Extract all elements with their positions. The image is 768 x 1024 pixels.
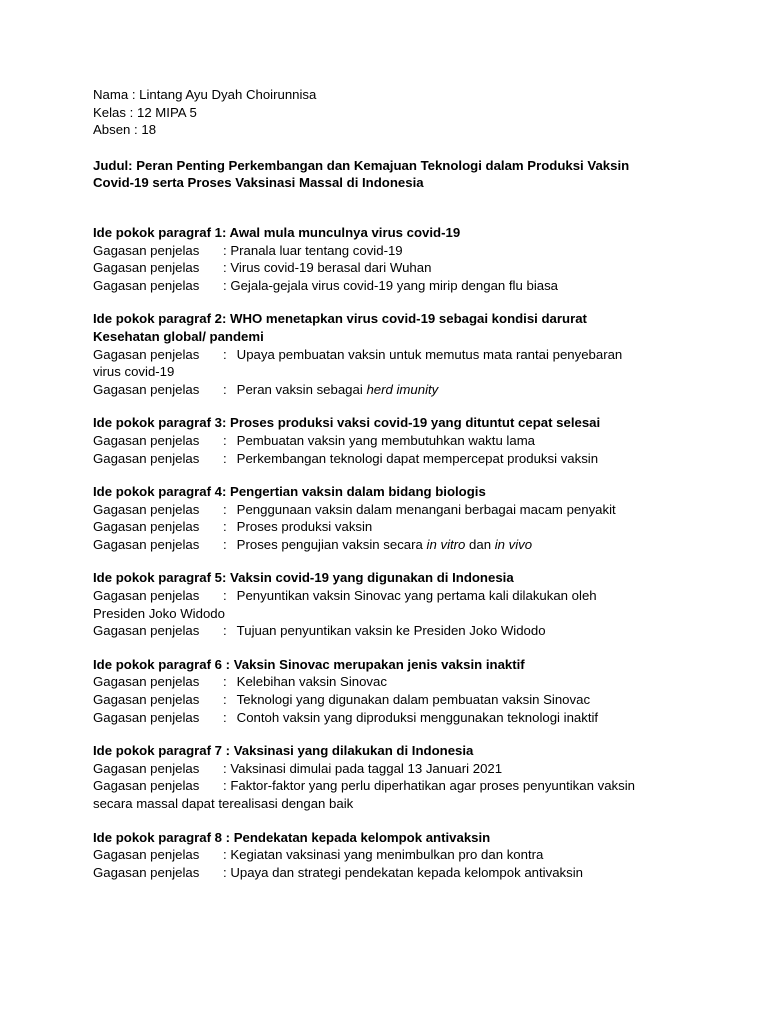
supporting-idea: Gagasan penjelas : Upaya pembuatan vaksin untuk memutus mata rantai penyebaran [93, 346, 623, 362]
supporting-text: Contoh vaksin yang diproduksi menggunakan teknologi inaktif [236, 709, 599, 725]
document-body [93, 86, 693, 881]
supporting-idea: Gagasan penjelas : Teknologi yang digunakan dalam pembuatan vaksin Sinovac [93, 692, 591, 708]
paragraph-2-title: Ide pokok paragraf 2: WHO menetapkan virus covid-19 sebagai kondisi darurat [93, 311, 587, 327]
supporting-idea: Gagasan penjelas : Vaksinasi dimulai pada taggal 13 Januari 2021 [93, 760, 503, 776]
paragraph-5-title: Ide pokok paragraf 5: Vaksin covid-19 yang digunakan di Indonesia [93, 570, 514, 586]
paragraph-7-title: Ide pokok paragraf 7 : Vaksinasi yang dilakukan di Indonesia [93, 743, 474, 759]
paragraph-8-title: Ide pokok paragraf 8 : Pendekatan kepada kelompok antivaksin [93, 829, 491, 845]
paragraph-7 [93, 742, 693, 812]
supporting-label: Gagasan penjelas [93, 709, 200, 725]
supporting-text: Tujuan penyuntikan vaksin ke Presiden Joko Widodo [236, 623, 546, 639]
supporting-label: Gagasan penjelas [93, 588, 200, 604]
supporting-idea: Gagasan penjelas : Contoh vaksin yang diproduksi menggunakan teknologi inaktif [93, 709, 599, 725]
supporting-idea: Gagasan penjelas : Perkembangan teknologi dapat mempercepat produksi vaksin [93, 450, 599, 466]
student-number: Absen : 18 [93, 122, 157, 138]
supporting-text-cont: Presiden Joko Widodo [93, 605, 225, 621]
supporting-text: Proses produksi vaksin [236, 519, 373, 535]
supporting-text: Upaya dan strategi pendekatan kepada kelompok antivaksin [230, 864, 583, 880]
supporting-text: Gejala-gejala virus covid-19 yang mirip dengan flu biasa [230, 277, 559, 293]
paragraph-3-title: Ide pokok paragraf 3: Proses produksi vaksi covid-19 yang dituntut cepat selesai [93, 415, 601, 431]
supporting-text: Perkembangan teknologi dapat mempercepat produksi vaksin [236, 450, 599, 466]
supporting-idea: Gagasan penjelas : Faktor-faktor yang perlu diperhatikan agar proses penyuntikan vaksin [93, 778, 635, 794]
supporting-label: Gagasan penjelas [93, 760, 200, 776]
supporting-label: Gagasan penjelas [93, 260, 200, 276]
supporting-label: Gagasan penjelas [93, 346, 200, 362]
supporting-label: Gagasan penjelas [93, 432, 200, 448]
paragraph-1 [93, 224, 693, 294]
supporting-idea: Gagasan penjelas : Tujuan penyuntikan vaksin ke Presiden Joko Widodo [93, 623, 546, 639]
supporting-idea: Gagasan penjelas : Upaya dan strategi pendekatan kepada kelompok antivaksin [93, 864, 583, 880]
supporting-label: Gagasan penjelas [93, 692, 200, 708]
supporting-label: Gagasan penjelas [93, 277, 200, 293]
supporting-label: Gagasan penjelas [93, 242, 200, 258]
paragraph-5 [93, 569, 693, 639]
supporting-idea: Gagasan penjelas : Proses produksi vaksin [93, 519, 373, 535]
supporting-idea: Gagasan penjelas : Pembuatan vaksin yang membutuhkan waktu lama [93, 432, 536, 448]
supporting-text-italic: herd imunity [366, 381, 439, 397]
supporting-label: Gagasan penjelas [93, 501, 200, 517]
supporting-text: Pranala luar tentang covid-19 [230, 242, 403, 258]
supporting-text-italic: in vivo [494, 536, 533, 552]
supporting-text: Faktor-faktor yang perlu diperhatikan agar proses penyuntikan vaksin [230, 778, 635, 794]
supporting-text: Penyuntikan vaksin Sinovac yang pertama kali dilakukan oleh [236, 588, 597, 604]
paragraph-6 [93, 656, 693, 726]
supporting-idea: Gagasan penjelas : Kegiatan vaksinasi yang menimbulkan pro dan kontra [93, 847, 544, 863]
supporting-text-cont: secara massal dapat terealisasi dengan baik [93, 796, 354, 811]
supporting-idea: Gagasan penjelas : Penggunaan vaksin dalam menangani berbagai macam penyakit [93, 501, 616, 517]
supporting-text: Peran vaksin sebagai [236, 381, 367, 397]
supporting-idea: Gagasan penjelas : Penyuntikan vaksin Sinovac yang pertama kali dilakukan oleh [93, 588, 597, 604]
title-line-1: Judul: Peran Penting Perkembangan dan Kemajuan Teknologi dalam Produksi Vaksin [93, 157, 630, 173]
paragraph-4-title: Ide pokok paragraf 4: Pengertian vaksin dalam bidang biologis [93, 484, 486, 500]
supporting-text: Kegiatan vaksinasi yang menimbulkan pro dan kontra [230, 847, 544, 863]
supporting-label: Gagasan penjelas [93, 381, 200, 397]
supporting-text: Kelebihan vaksin Sinovac [236, 674, 387, 690]
student-class: Kelas : 12 MIPA 5 [93, 104, 197, 120]
supporting-text: Proses pengujian vaksin secara [236, 536, 427, 552]
supporting-label: Gagasan penjelas [93, 847, 200, 863]
supporting-text: Vaksinasi dimulai pada taggal 13 Januari 2021 [230, 760, 503, 776]
supporting-text-italic: in vitro [426, 536, 466, 552]
student-name: Nama : Lintang Ayu Dyah Choirunnisa [93, 87, 317, 102]
paragraph-3 [93, 414, 693, 467]
supporting-label: Gagasan penjelas [93, 623, 200, 639]
paragraph-1-title: Ide pokok paragraf 1: Awal mula munculnya virus covid-19 [93, 224, 461, 240]
supporting-idea: Gagasan penjelas : Kelebihan vaksin Sinovac [93, 674, 387, 690]
supporting-label: Gagasan penjelas [93, 536, 200, 552]
supporting-text: Pembuatan vaksin yang membutuhkan waktu lama [236, 432, 536, 448]
paragraph-8 [93, 829, 693, 882]
supporting-idea: Gagasan penjelas : Pranala luar tentang covid-19 [93, 242, 403, 258]
supporting-idea: Gagasan penjelas : Virus covid-19 berasal dari Wuhan [93, 260, 432, 276]
supporting-text: Teknologi yang digunakan dalam pembuatan vaksin Sinovac [236, 692, 591, 708]
supporting-label: Gagasan penjelas [93, 519, 200, 535]
paragraph-2 [93, 310, 693, 398]
supporting-idea: Gagasan penjelas : Peran vaksin sebagai herd imunity [93, 381, 439, 397]
paragraph-6-title: Ide pokok paragraf 6 : Vaksin Sinovac merupakan jenis vaksin inaktif [93, 656, 525, 672]
supporting-text-cont: virus covid-19 [93, 364, 175, 380]
supporting-idea: Gagasan penjelas : Proses pengujian vaksin secara in vitro dan in vivo [93, 536, 533, 552]
paragraph-4 [93, 483, 693, 553]
title-line-2: Covid-19 serta Proses Vaksinasi Massal di Indonesia [93, 175, 424, 191]
paragraph-2-title-cont: Kesehatan global/ pandemi [93, 328, 264, 344]
supporting-label: Gagasan penjelas [93, 450, 200, 466]
supporting-label: Gagasan penjelas [93, 674, 200, 690]
supporting-text: Penggunaan vaksin dalam menangani berbagai macam penyakit [236, 501, 616, 517]
supporting-text: Virus covid-19 berasal dari Wuhan [230, 260, 432, 276]
supporting-text: Upaya pembuatan vaksin untuk memutus mata rantai penyebaran [236, 346, 623, 362]
supporting-label: Gagasan penjelas [93, 864, 200, 880]
supporting-idea: Gagasan penjelas : Gejala-gejala virus covid-19 yang mirip dengan flu biasa [93, 277, 559, 293]
supporting-label: Gagasan penjelas [93, 778, 200, 794]
